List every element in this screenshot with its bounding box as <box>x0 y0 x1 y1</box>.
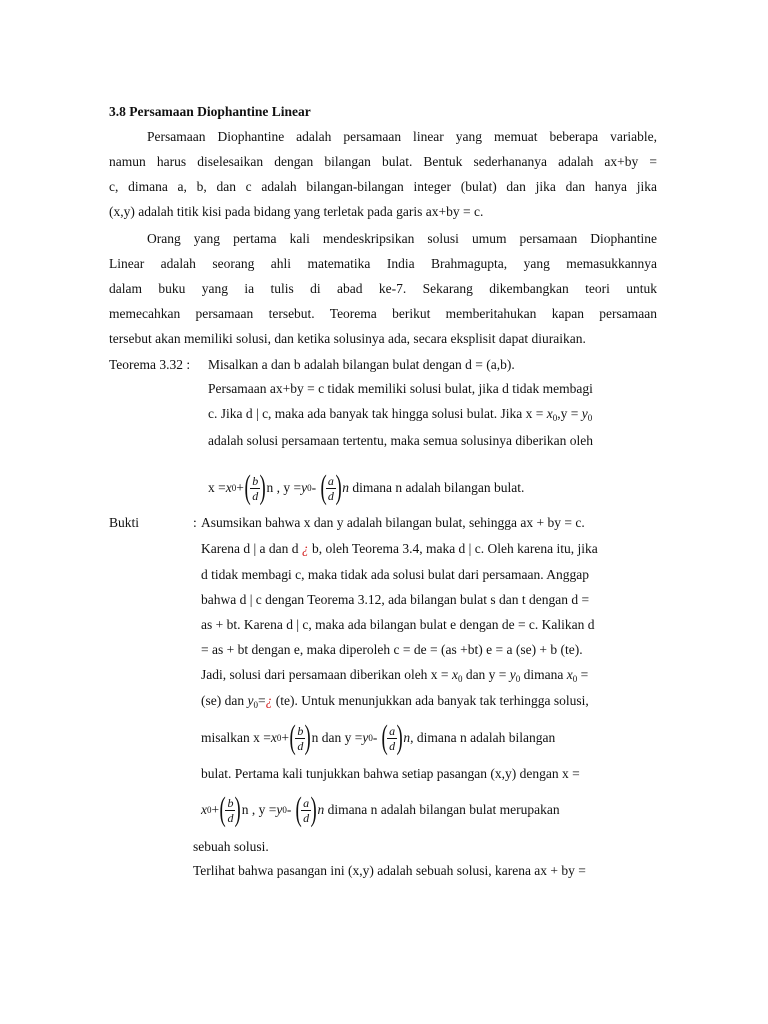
proof-line-1: Asumsikan bahwa x dan y adalah bilangan bulat, sehingga ax + by = c. <box>201 515 585 530</box>
proof-line-9: misalkan x = x 0 + ( $\frac{b}{d}$ ) n dan y = y 0 - ( $\frac{a}{d}$ ) n , dimana n adalah bilangan <box>201 719 556 756</box>
proof-line-7: Jadi, solusi dari persamaan diberikan oleh $x = x_0$ dan $y = y_0$ dimana $x_0$ = <box>201 667 589 684</box>
paragraph-2-line-4: memecahkan persamaan tersebut. Teorema berikut memberitahukan kapan persamaan <box>109 306 657 321</box>
proof-line-4: bahwa d | c dengan Teorema 3.12, ada bilangan bulat s dan t dengan d = <box>201 592 590 607</box>
proof-line-5: as + bt. Karena d | c, maka ada bilangan bulat e dengan de = c. Kalikan d <box>201 617 595 632</box>
paragraph-1-line-1: Persamaan Diophantine adalah persamaan linear yang memuat beberapa variable, <box>147 129 657 144</box>
paragraph-1-line-3: c, dimana a, b, dan c adalah bilangan-bilangan integer (bulat) dan jika dan hanya jika <box>109 179 657 194</box>
section-title: 3.8 Persamaan Diophantine Linear <box>109 104 311 119</box>
fraction-a-over-d: ( $\frac{a}{d}$ ) <box>295 791 317 828</box>
proof-line-13: Terlihat bahwa pasangan ini (x,y) adalah sebuah solusi, karena ax + by = <box>193 863 586 878</box>
paragraph-1-line-4: (x,y) adalah titik kisi pada bidang yang terletak pada garis ax+by = c. <box>109 204 484 219</box>
proof-line-6: = as + bt dengan e, maka diperoleh c = de = (as +bt) e = a (se) + b (te). <box>201 642 583 657</box>
fraction-b-over-d: ( $\frac{b}{d}$ ) <box>289 719 312 756</box>
fraction-b-over-d: ( $\frac{b}{d}$ ) <box>219 791 242 828</box>
fraction-a-over-d: ( $\frac{a}{d}$ ) <box>381 719 403 756</box>
proof-line-3: d tidak membagi c, maka tidak ada solusi bulat dari persamaan. Anggap <box>201 567 590 582</box>
theorem-line-1: Misalkan a dan b adalah bilangan bulat dengan d = (a,b). <box>208 357 515 372</box>
theorem-line-4: adalah solusi persamaan tertentu, maka semua solusinya diberikan oleh <box>208 433 594 448</box>
theorem-formula: x = x 0 + ( $\frac{b}{d}$ ) n , y = y 0 - ( $\frac{a}{d}$ ) n dimana n adalah bilangan bulat. <box>208 469 525 506</box>
proof-line-12: sebuah solusi. <box>193 839 269 854</box>
paragraph-2-line-1: Orang yang pertama kali mendeskripsikan solusi umum persamaan Diophantine <box>147 231 657 246</box>
paragraph-2-line-2: Linear adalah seorang ahli matematika India Brahmagupta, yang memasukkannya <box>109 256 657 271</box>
proof-line-2: Karena d | a dan d ¿ b, oleh Teorema 3.4, maka d | c. Oleh karena itu, jika <box>201 541 598 556</box>
fraction-a-over-d: ( $\frac{a}{d}$ ) <box>320 469 342 506</box>
theorem-label: Teorema 3.32 : <box>109 357 191 372</box>
theorem-line-2: Persamaan ax+by = c tidak memiliki solusi bulat, jika d tidak membagi <box>208 381 593 396</box>
paragraph-2-line-3: dalam buku yang ia tulis di abad ke-7. Sekarang dikembangkan teori untuk <box>109 281 657 296</box>
paragraph-1-line-2: namun harus diselesaikan dengan bilangan bulat. Bentuk sederhananya adalah ax+by = <box>109 154 657 169</box>
proof-line-11: x 0 + ( $\frac{b}{d}$ ) n , y = y 0 - ( $\frac{a}{d}$ ) n dimana n adalah bilangan bulat merupakan <box>201 791 560 828</box>
proof-colon: : <box>193 515 197 530</box>
proof-line-10: bulat. Pertama kali tunjukkan bahwa setiap pasangan (x,y) dengan x = <box>201 766 580 781</box>
proof-line-8: (se) dan $y_0=¿$ (te). Untuk menunjukkan ada banyak tak terhingga solusi, <box>201 693 589 710</box>
proof-label: Bukti <box>109 515 140 530</box>
paragraph-2-line-5: tersebut akan memiliki solusi, dan ketika solusinya ada, secara eksplisit dapat diuraikan. <box>109 331 586 346</box>
theorem-line-3: c. Jika d | c, maka ada banyak tak hingga solusi bulat. Jika $x = x_0,y = y_0$ <box>208 406 593 423</box>
fraction-b-over-d: ( $\frac{b}{d}$ ) <box>244 469 266 506</box>
